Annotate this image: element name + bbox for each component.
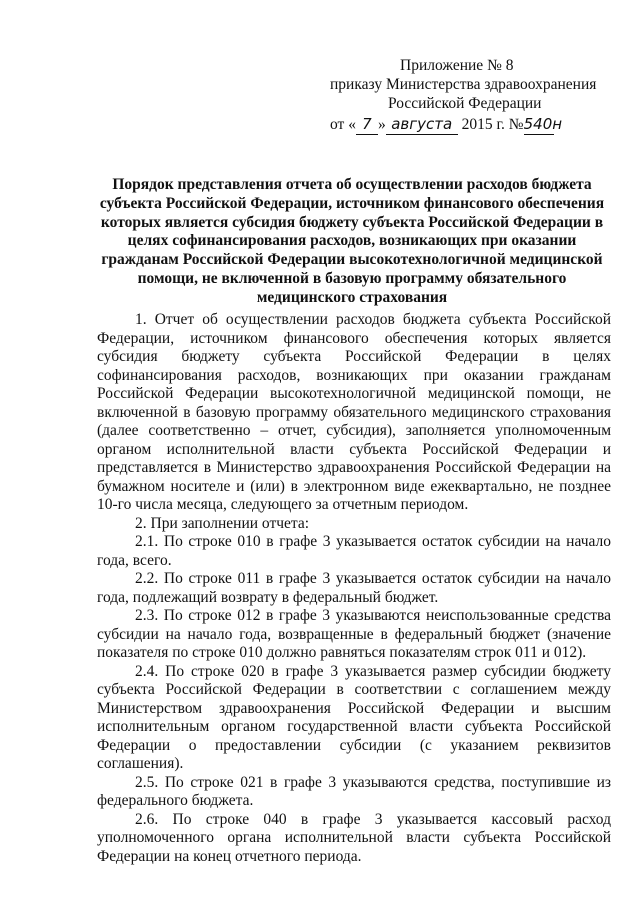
- annex-date-line: [318, 115, 618, 139]
- annex-order: приказу Министерства здравоохранения: [330, 76, 597, 93]
- date-prefix: от «: [330, 116, 356, 133]
- annex-header: [318, 56, 618, 139]
- paragraph-2-6: 2.6. По строке 040 в графе 3 указывается кассовый расход уполномоченного органа исполнительной власти субъекта Российской Федерации на конец отчетного периода.: [97, 810, 611, 865]
- document-body: [97, 311, 611, 866]
- paragraph-2: 2. При заполнении отчета:: [135, 514, 310, 532]
- date-year: 2015 г. №: [461, 116, 524, 133]
- handwritten-month: августа: [386, 115, 458, 135]
- document-title: Порядок представления отчета об осуществлении расходов бюджета субъекта Российской Федерации, источником финансового обеспечения которых является субсидия бюджету субъекта Российской Федерации в целях софинансирования расходов, возникающих при оказании гражданам Российской Федерации высокотехнологичной медицинской помощи, не включенной в базовую программу обязательного медицинского страхования: [99, 176, 605, 306]
- annex-number: Приложение № 8: [400, 57, 514, 74]
- paragraph-2-2: 2.2. По строке 011 в графе 3 указывается остаток субсидии на начало года, подлежащий возврату в федеральный бюджет.: [97, 570, 611, 606]
- paragraph-2-1: 2.1. По строке 010 в графе 3 указывается остаток субсидии на начало года, всего.: [97, 533, 611, 569]
- date-mid: »: [377, 116, 386, 133]
- paragraph-2-5: 2.5. По строке 021 в графе 3 указываются средства, поступившие из федерального бюджета.: [97, 773, 611, 809]
- handwritten-day: 7: [356, 115, 378, 135]
- paragraph-2-3: 2.3. По строке 012 в графе 3 указываются неиспользованные средства субсидии на начало года, возвращенные в федеральный бюджет (значение показателя по строке 010 должно равняться показателям строк 011 и 012).: [97, 607, 611, 661]
- annex-ministry: Российской Федерации: [388, 95, 542, 112]
- paragraph-1: 1. Отчет об осуществлении расходов бюджета субъекта Российской Федерации, источником финансового обеспечения которых является субсидия бюджету субъекта Российской Федерации в целях софинансирования расходов, возникающих при оказании гражданам Российской Федерации высокотехнологичной медицинской помощи, не включенной в базовую программу обязательного медицинского страхования (далее соответственно – отчет, субсидия), заполняется уполномоченным органом исполнительной власти субъекта Российской Федерации и представляется в Министерство здравоохранения Российской Федерации на бумажном носителе и (или) в электронном виде ежеквартально, не позднее 10-го числа месяца, следующего за отчетным периодом.: [97, 311, 611, 513]
- handwritten-order-number: 540н: [523, 115, 563, 133]
- paragraph-2-4: 2.4. По строке 020 в графе 3 указывается размер субсидии бюджету субъекта Российской Федерации в соответствии с соглашением между Министерством здравоохранения Российской Федерации и высшим исполнительным органом государственной власти субъекта Российской Федерации о предоставлении субсидии (с указанием реквизитов соглашения).: [97, 662, 611, 772]
